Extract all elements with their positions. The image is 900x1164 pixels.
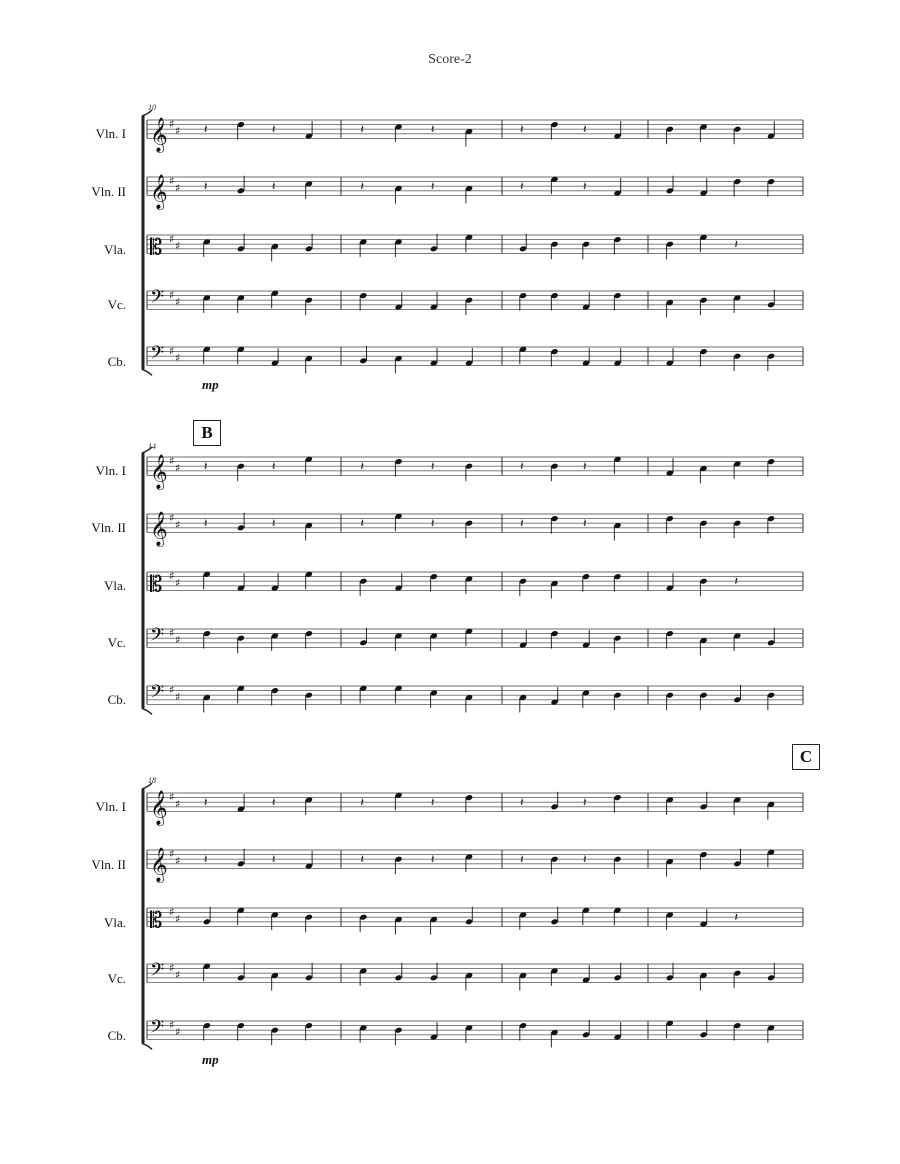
measure-number: 18 <box>148 776 156 785</box>
instrument-label-viola: Vla. <box>103 915 126 930</box>
quarter-rest-icon: 𝄽 <box>430 121 435 136</box>
quarter-rest-icon: 𝄽 <box>271 458 276 473</box>
sharp-icon: ♯ <box>169 1018 175 1032</box>
sharp-icon: ♯ <box>175 1025 181 1039</box>
quarter-rest-icon: 𝄽 <box>520 515 524 530</box>
treble-clef-icon: 𝄞 <box>150 117 168 153</box>
instrument-label-viola: Vla. <box>103 242 126 257</box>
alto-clef-icon: 𝄡 <box>150 572 163 598</box>
sharp-icon: ♯ <box>169 905 175 919</box>
quarter-rest-icon: 𝄽 <box>430 851 435 866</box>
quarter-rest-icon: 𝄽 <box>520 178 524 193</box>
quarter-rest-icon: 𝄽 <box>271 121 276 136</box>
bracket-hook-bottom <box>142 369 152 375</box>
sharp-icon: ♯ <box>175 912 181 926</box>
sharp-icon: ♯ <box>175 295 181 309</box>
page-title: Score-2 <box>428 52 472 67</box>
quarter-rest-icon: 𝄽 <box>583 851 587 866</box>
sharp-icon: ♯ <box>169 683 175 697</box>
bracket-hook-bottom <box>142 1043 152 1049</box>
instrument-label-viola: Vla. <box>103 578 126 593</box>
staff-system-graphics <box>0 432 900 732</box>
sharp-icon: ♯ <box>175 124 181 138</box>
quarter-rest-icon: 𝄽 <box>203 515 208 530</box>
quarter-rest-icon: 𝄽 <box>271 794 276 809</box>
sharp-icon: ♯ <box>175 351 181 365</box>
sharp-icon: ♯ <box>169 626 175 640</box>
treble-clef-icon: 𝄞 <box>150 847 168 883</box>
sharp-icon: ♯ <box>169 454 175 468</box>
measure-number: 10 <box>148 103 156 112</box>
instrument-label-cello: Vc. <box>107 297 126 312</box>
bass-clef-icon: 𝄢 <box>150 959 165 985</box>
quarter-rest-icon: 𝄽 <box>203 794 208 809</box>
sharp-icon: ♯ <box>169 569 175 583</box>
sharp-icon: ♯ <box>175 968 181 982</box>
quarter-rest-icon: 𝄽 <box>583 515 587 530</box>
bass-clef-icon: 𝄢 <box>150 286 165 312</box>
sharp-icon: ♯ <box>175 797 181 811</box>
dynamic-marking: mp <box>202 377 219 392</box>
staff-system-graphics <box>0 95 900 405</box>
sharp-icon: ♯ <box>169 288 175 302</box>
quarter-rest-icon: 𝄽 <box>583 121 587 136</box>
quarter-rest-icon: 𝄽 <box>360 178 365 193</box>
quarter-rest-icon: 𝄽 <box>430 794 435 809</box>
instrument-label-violin-1: Vln. I <box>95 463 126 478</box>
treble-clef-icon: 𝄞 <box>150 790 168 826</box>
sharp-icon: ♯ <box>175 461 181 475</box>
instrument-label-contrabass: Cb. <box>107 692 126 707</box>
bass-clef-icon: 𝄢 <box>150 624 165 650</box>
quarter-rest-icon: 𝄽 <box>520 794 524 809</box>
quarter-rest-icon: 𝄽 <box>520 851 524 866</box>
quarter-rest-icon: 𝄽 <box>360 458 365 473</box>
bass-clef-icon: 𝄢 <box>150 342 165 368</box>
quarter-rest-icon: 𝄽 <box>360 121 365 136</box>
quarter-rest-icon: 𝄽 <box>583 178 587 193</box>
quarter-rest-icon: 𝄽 <box>430 178 435 193</box>
quarter-rest-icon: 𝄽 <box>430 458 435 473</box>
sharp-icon: ♯ <box>169 232 175 246</box>
quarter-rest-icon: 𝄽 <box>583 794 587 809</box>
quarter-rest-icon: 𝄽 <box>520 458 524 473</box>
sharp-icon: ♯ <box>175 239 181 253</box>
sharp-icon: ♯ <box>169 344 175 358</box>
quarter-rest-icon: 𝄽 <box>360 515 365 530</box>
sharp-icon: ♯ <box>169 961 175 975</box>
instrument-label-violin-2: Vln. II <box>91 184 126 199</box>
instrument-label-contrabass: Cb. <box>107 354 126 369</box>
quarter-rest-icon: 𝄽 <box>360 794 365 809</box>
sharp-icon: ♯ <box>175 854 181 868</box>
quarter-rest-icon: 𝄽 <box>520 121 524 136</box>
sharp-icon: ♯ <box>169 174 175 188</box>
score-system-3 <box>0 747 900 1078</box>
quarter-rest-icon: 𝄽 <box>203 178 208 193</box>
instrument-label-cello: Vc. <box>107 971 126 986</box>
score-system-2 <box>0 423 900 732</box>
instrument-label-cello: Vc. <box>107 635 126 650</box>
quarter-rest-icon: 𝄽 <box>271 851 276 866</box>
rehearsal-mark: B <box>193 420 221 446</box>
quarter-rest-icon: 𝄽 <box>360 851 365 866</box>
rehearsal-mark: C <box>792 744 820 770</box>
quarter-rest-icon: 𝄽 <box>734 236 738 251</box>
staff-system-graphics <box>0 768 900 1078</box>
measure-number: 14 <box>148 442 156 451</box>
score-system-1 <box>0 95 900 405</box>
alto-clef-icon: 𝄡 <box>150 908 163 934</box>
sharp-icon: ♯ <box>175 690 181 704</box>
sharp-icon: ♯ <box>169 117 175 131</box>
treble-clef-icon: 𝄞 <box>150 511 168 547</box>
sharp-icon: ♯ <box>175 518 181 532</box>
quarter-rest-icon: 𝄽 <box>734 909 738 924</box>
instrument-label-violin-2: Vln. II <box>91 857 126 872</box>
treble-clef-icon: 𝄞 <box>150 454 168 490</box>
quarter-rest-icon: 𝄽 <box>271 515 276 530</box>
alto-clef-icon: 𝄡 <box>150 235 163 261</box>
instrument-label-contrabass: Cb. <box>107 1028 126 1043</box>
instrument-label-violin-1: Vln. I <box>95 799 126 814</box>
bass-clef-icon: 𝄢 <box>150 681 165 707</box>
quarter-rest-icon: 𝄽 <box>203 121 208 136</box>
dynamic-marking: mp <box>202 1052 219 1067</box>
instrument-label-violin-1: Vln. I <box>95 126 126 141</box>
quarter-rest-icon: 𝄽 <box>430 515 435 530</box>
sharp-icon: ♯ <box>169 790 175 804</box>
quarter-rest-icon: 𝄽 <box>734 573 738 588</box>
sharp-icon: ♯ <box>175 633 181 647</box>
quarter-rest-icon: 𝄽 <box>203 851 208 866</box>
bracket-hook-bottom <box>142 708 152 714</box>
sharp-icon: ♯ <box>175 576 181 590</box>
sharp-icon: ♯ <box>175 181 181 195</box>
sharp-icon: ♯ <box>169 847 175 861</box>
treble-clef-icon: 𝄞 <box>150 174 168 210</box>
quarter-rest-icon: 𝄽 <box>203 458 208 473</box>
bass-clef-icon: 𝄢 <box>150 1016 165 1042</box>
sharp-icon: ♯ <box>169 511 175 525</box>
quarter-rest-icon: 𝄽 <box>271 178 276 193</box>
quarter-rest-icon: 𝄽 <box>583 458 587 473</box>
instrument-label-violin-2: Vln. II <box>91 520 126 535</box>
